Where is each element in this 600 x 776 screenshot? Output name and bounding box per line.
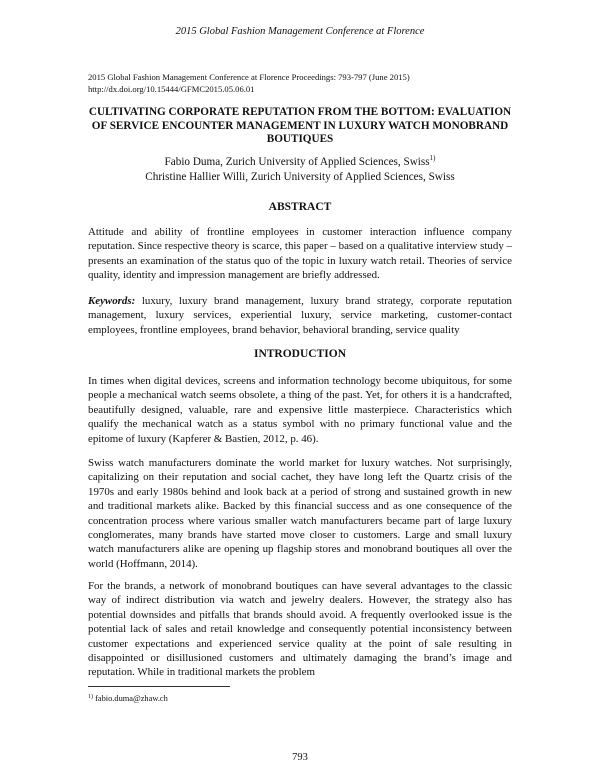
footnote (88, 694, 168, 703)
publication-info (88, 71, 410, 95)
doi-link[interactable]: http://dx.doi.org/10.15444/GFMC2015.05.06.01 (88, 84, 255, 94)
proceedings-line: 2015 Global Fashion Management Conference at Florence Proceedings: 793-797 (June 2015) (88, 72, 410, 82)
author-2: Christine Hallier Willi, Zurich University of Applied Sciences, Swiss (145, 170, 455, 183)
footnote-email[interactable]: fabio.duma@zhaw.ch (95, 694, 168, 703)
footnote-divider (88, 686, 230, 687)
author-list (88, 155, 512, 184)
author-1-affiliation: Fabio Duma, Zurich University of Applied Sciences, Swiss (164, 156, 430, 168)
abstract-heading: ABSTRACT (268, 201, 332, 213)
intro-paragraph-1: In times when digital devices, screens and information technology become ubiquitous, for some people a mechanical watch seems obsolete, a thing of the past. Yet, for others it is a handcrafted, beautifully designed, valuable, rare and expensive little masterpiece. Characteristics which qualify the mechanical watch as a status symbol with no primary functional value and the epitome of luxury (Kapferer & Bastien, 2012, p. 46). (88, 375, 512, 445)
author-1 (88, 155, 512, 170)
intro-paragraph-3: For the brands, a network of monobrand boutiques can have several advantages to the classic way of indirect distribution via watch and jewelry dealers. However, the strategy also has potential downsides and pitfalls that brands should avoid. A frequently overlooked issue is the potential lack of sales and retail knowledge and consequently potential inconsistency between customer expectations and experienced service quality at the point of sale resulting in disappointed or disillusioned customers and ultimately damaging the brand’s image and reputation. While in traditional markets the problem (88, 580, 512, 679)
paper-title: CULTIVATING CORPORATE REPUTATION FROM THE BOTTOM: EVALUATION OF SERVICE ENCOUNTER MANAGEMENT IN LUXURY WATCH MONOBRAND BOUTIQUES (88, 106, 512, 145)
page-number: 793 (292, 752, 308, 763)
intro-paragraph-2: Swiss watch manufacturers dominate the world market for luxury watches. Not surprisingly, capitalizing on their reputation and social cachet, they have long left the Quartz crisis of the 1970s and early 1980s behind and look back at a period of strong and sustained growth in new and traditional markets alike. Backed by this financial success and as one consequence of the concentration process where various smaller watch manufacturers became part of large luxury conglomerates, many brands have started move closer to customers. Large and small luxury watch manufacturers alike are opening up flagship stores and monobrand boutiques all over the world (Hoffmann, 2014). (88, 457, 512, 570)
keywords-label: Keywords: (88, 295, 136, 307)
keywords-list: luxury, luxury brand management, luxury brand strategy, corporate reputation management, luxury services, experiential luxury, service marketing, customer-contact employees, frontline employees, brand behavior, behavioral branding, service quality (88, 295, 512, 336)
keywords (88, 294, 512, 337)
footnote-mark: 1) (429, 154, 436, 162)
introduction-heading: INTRODUCTION (253, 348, 346, 360)
abstract-text: Attitude and ability of frontline employees in customer interaction influence company reputation. Since respective theory is scarce, this paper – based on a qualitative interview study – presents an examination of the status quo of the topic in luxury watch retail. Theories of service quality, identity and impression management are briefly addressed. (88, 226, 512, 282)
running-head: 2015 Global Fashion Management Conference at Florence (175, 26, 425, 37)
footnote-number: 1) (88, 694, 93, 700)
